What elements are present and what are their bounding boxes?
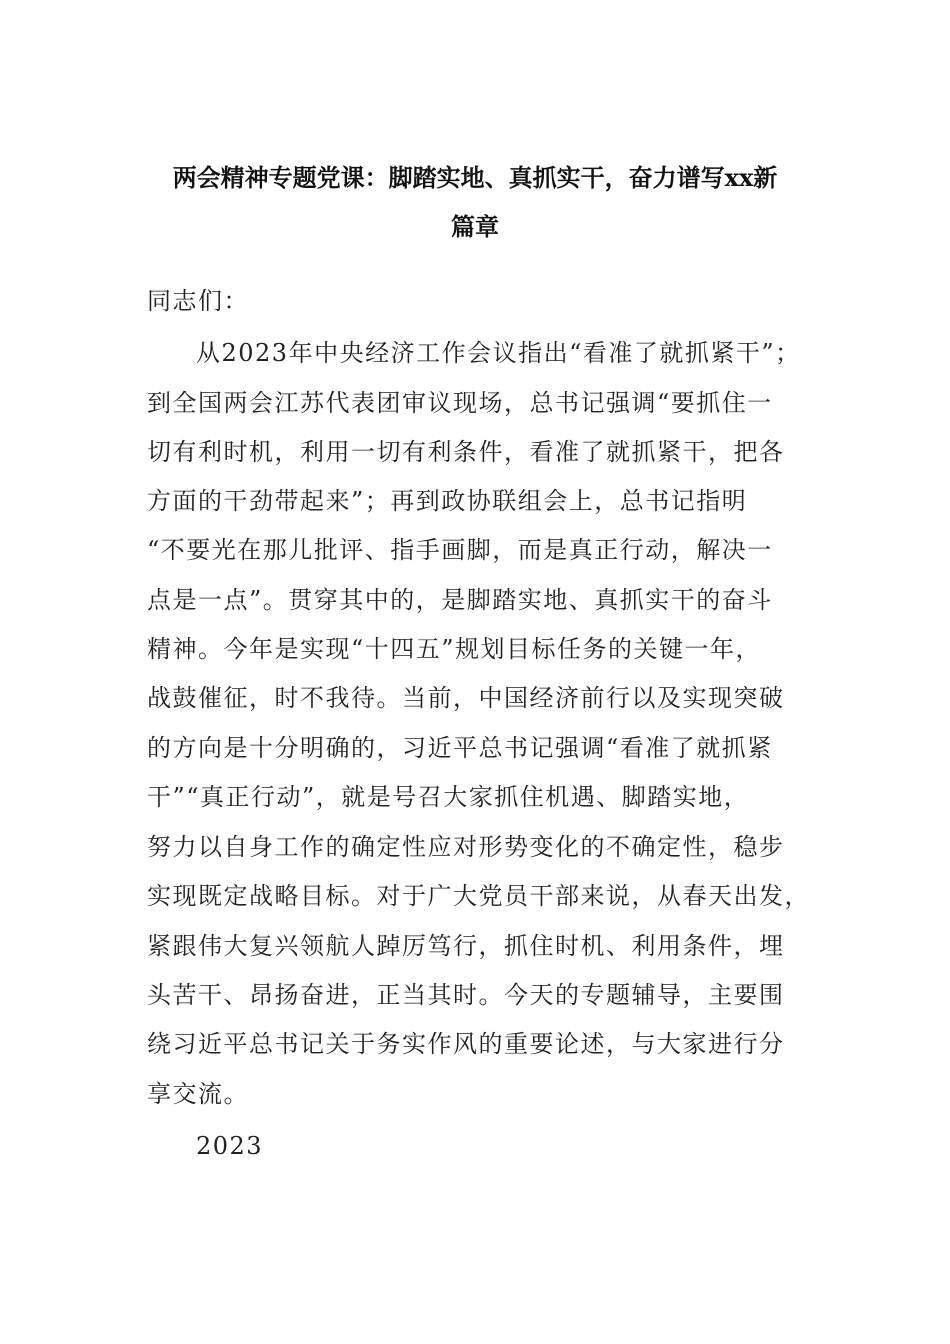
- paragraph-line: 到全国两会江苏代表团审议现场，总书记强调“要抓住一: [147, 389, 773, 417]
- paragraph-line: 战鼓催征，时不我待。当前，中国经济前行以及实现突破: [147, 684, 785, 712]
- paragraph-line: 切有利时机，利用一切有利条件，看准了就抓紧干，把各: [147, 438, 785, 466]
- document-title-line-2: 篇章: [451, 212, 499, 241]
- paragraph-line: 绕习近平总书记关于务实作风的重要论述，与大家进行分: [147, 1030, 785, 1058]
- paragraph-line: 干”“真正行动”，就是号召大家抓住机遇、脚踏实地，: [147, 783, 750, 811]
- paragraph-line: 精神。今年是实现“十四五”规划目标任务的关键一年，: [147, 635, 762, 663]
- paragraph-line: 紧跟伟大复兴领航人踔厉笃行，抓住时机、利用条件，埋: [147, 932, 785, 960]
- document-title-line-1: 两会精神专题党课：脚踏实地、真抓实干，奋力谱写xx新: [172, 163, 778, 192]
- paragraph-line: 从2023年中央经济工作会议指出“看准了就抓紧干”；: [196, 339, 801, 367]
- paragraph-line: 的方向是十分明确的，习近平总书记强调“看准了就抓紧: [147, 734, 773, 762]
- paragraph-line: 实现既定战略目标。对于广大党员干部来说，从春天出发，: [147, 882, 810, 910]
- paragraph-line: 方面的干劲带起来”；再到政协联组会上，总书记指明: [147, 487, 748, 515]
- paragraph-line: 努力以自身工作的确定性应对形势变化的不确定性，稳步: [147, 833, 785, 861]
- paragraph-line: 头苦干、昂扬奋进，正当其时。今天的专题辅导，主要围: [147, 981, 785, 1009]
- paragraph-line: 点是一点”。贯穿其中的，是脚踏实地、真抓实干的奋斗: [147, 586, 773, 614]
- paragraph-line: “不要光在那儿批评、指手画脚，而是真正行动，解决一: [147, 536, 773, 564]
- paragraph-line: 享交流。: [147, 1080, 249, 1108]
- paragraph2-start: 2023: [196, 1132, 264, 1160]
- salutation: 同志们：: [147, 287, 249, 315]
